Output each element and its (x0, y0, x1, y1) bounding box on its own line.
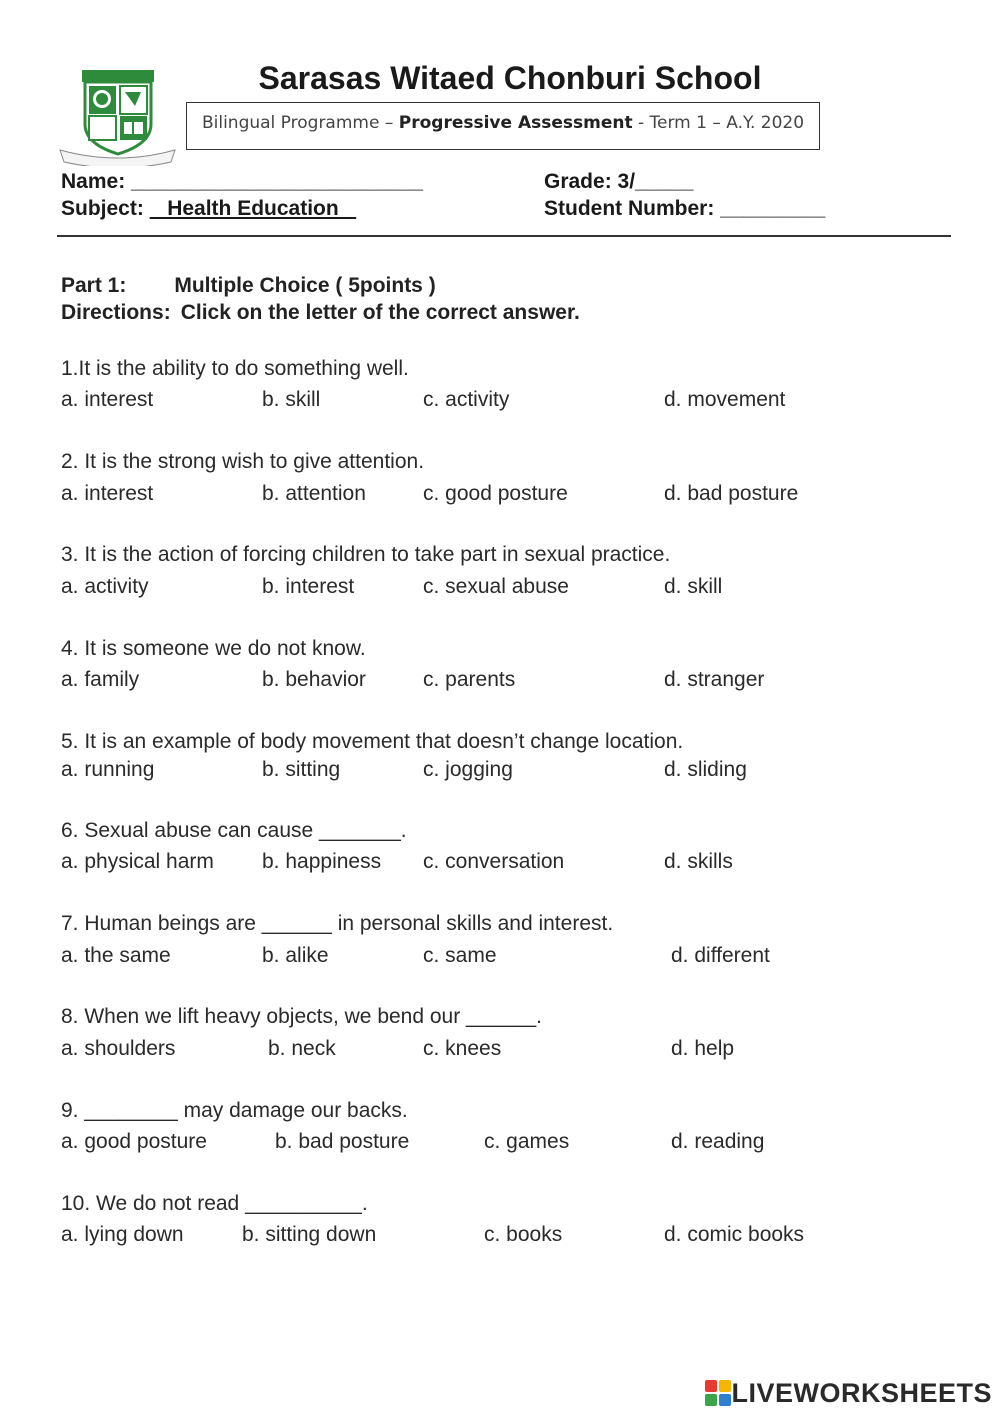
question-5: 5. It is an example of body movement that doesn’t change location. (61, 730, 684, 753)
q4-option-c[interactable]: c. parents (423, 668, 516, 691)
school-name: Sarasas Witaed Chonburi School (258, 60, 762, 96)
q6-option-c[interactable]: c. conversation (423, 850, 565, 873)
q10-option-c[interactable]: c. books (484, 1223, 563, 1246)
q8-option-a[interactable]: a. shoulders (61, 1037, 176, 1060)
subtitle-prefix: Bilingual Programme – (201, 113, 399, 133)
q6-option-b[interactable]: b. happiness (262, 850, 382, 873)
q3-option-a[interactable]: a. activity (61, 575, 149, 598)
q10-option-a[interactable]: a. lying down (61, 1223, 184, 1246)
q6-option-d[interactable]: d. skills (664, 850, 733, 873)
question-2: 2. It is the strong wish to give attention. (61, 450, 425, 473)
q8-option-b[interactable]: b. neck (268, 1037, 336, 1060)
q8-option-c[interactable]: c. knees (423, 1037, 502, 1060)
q2-option-c[interactable]: c. good posture (423, 482, 568, 505)
question-3: 3. It is the action of forcing children to take part in sexual practice. (61, 543, 671, 566)
student-number-field: Student Number: _________ (544, 197, 826, 220)
assessment-subtitle (186, 102, 820, 150)
question-6: 6. Sexual abuse can cause _______. (61, 819, 407, 842)
q7-option-a[interactable]: a. the same (61, 944, 171, 967)
q8-option-d[interactable]: d. help (671, 1037, 735, 1060)
q9-option-b[interactable]: b. bad posture (275, 1130, 410, 1153)
q1-option-b[interactable]: b. skill (262, 388, 321, 411)
liveworksheets-watermark (705, 1375, 992, 1411)
q7-option-c[interactable]: c. same (423, 944, 497, 967)
q5-option-a[interactable]: a. running (61, 758, 155, 781)
q2-option-a[interactable]: a. interest (61, 482, 154, 505)
question-10: 10. We do not read __________. (61, 1192, 368, 1215)
q4-option-b[interactable]: b. behavior (262, 668, 366, 691)
directions-label: Directions: (61, 301, 171, 324)
directions-text: Click on the letter of the correct answer. (180, 301, 580, 324)
grade-field: Grade: 3/_____ (544, 170, 694, 193)
school-logo (55, 66, 180, 166)
name-field: Name: _________________________ (61, 170, 424, 193)
subject-value: Health Education (149, 197, 357, 220)
part-title (61, 274, 436, 298)
q9-option-c[interactable]: c. games (484, 1130, 570, 1153)
q7-option-b[interactable]: b. alike (262, 944, 329, 967)
subtitle-suffix: - Term 1 – A.Y. 2020 (632, 113, 805, 133)
q3-option-c[interactable]: c. sexual abuse (423, 575, 569, 598)
q9-option-a[interactable]: a. good posture (61, 1130, 207, 1153)
question-1: 1.It is the ability to do something well. (61, 357, 409, 380)
school-crest-icon (55, 66, 180, 166)
part-heading: Multiple Choice ( 5points ) (174, 274, 436, 297)
subtitle-bold: Progressive Assessment (398, 113, 633, 133)
q5-option-b[interactable]: b. sitting (262, 758, 341, 781)
q10-option-d[interactable]: d. comic books (664, 1223, 805, 1246)
q6-option-a[interactable]: a. physical harm (61, 850, 214, 873)
q7-option-d[interactable]: d. different (671, 944, 770, 967)
q5-option-d[interactable]: d. sliding (664, 758, 747, 781)
q4-option-d[interactable]: d. stranger (664, 668, 765, 691)
q10-option-b[interactable]: b. sitting down (242, 1223, 377, 1246)
q9-option-d[interactable]: d. reading (671, 1130, 765, 1153)
liveworksheets-logo-icon (705, 1380, 731, 1406)
subject-field (61, 197, 356, 221)
q4-option-a[interactable]: a. family (61, 668, 140, 691)
subject-label: Subject: (61, 197, 150, 220)
q2-option-b[interactable]: b. attention (262, 482, 366, 505)
q2-option-d[interactable]: d. bad posture (664, 482, 799, 505)
watermark-text: LIVEWORKSHEETS (731, 1377, 992, 1408)
q1-option-c[interactable]: c. activity (423, 388, 510, 411)
q1-option-a[interactable]: a. interest (61, 388, 154, 411)
q5-option-c[interactable]: c. jogging (423, 758, 513, 781)
question-4: 4. It is someone we do not know. (61, 637, 366, 660)
question-7: 7. Human beings are ______ in personal skills and interest. (61, 912, 614, 935)
q1-option-d[interactable]: d. movement (664, 388, 786, 411)
question-9: 9. ________ may damage our backs. (61, 1099, 408, 1122)
directions (61, 301, 580, 325)
q3-option-d[interactable]: d. skill (664, 575, 723, 598)
header-divider (57, 235, 951, 237)
part-label: Part 1: (61, 274, 127, 297)
question-8: 8. When we lift heavy objects, we bend our ______. (61, 1005, 542, 1028)
q3-option-b[interactable]: b. interest (262, 575, 355, 598)
